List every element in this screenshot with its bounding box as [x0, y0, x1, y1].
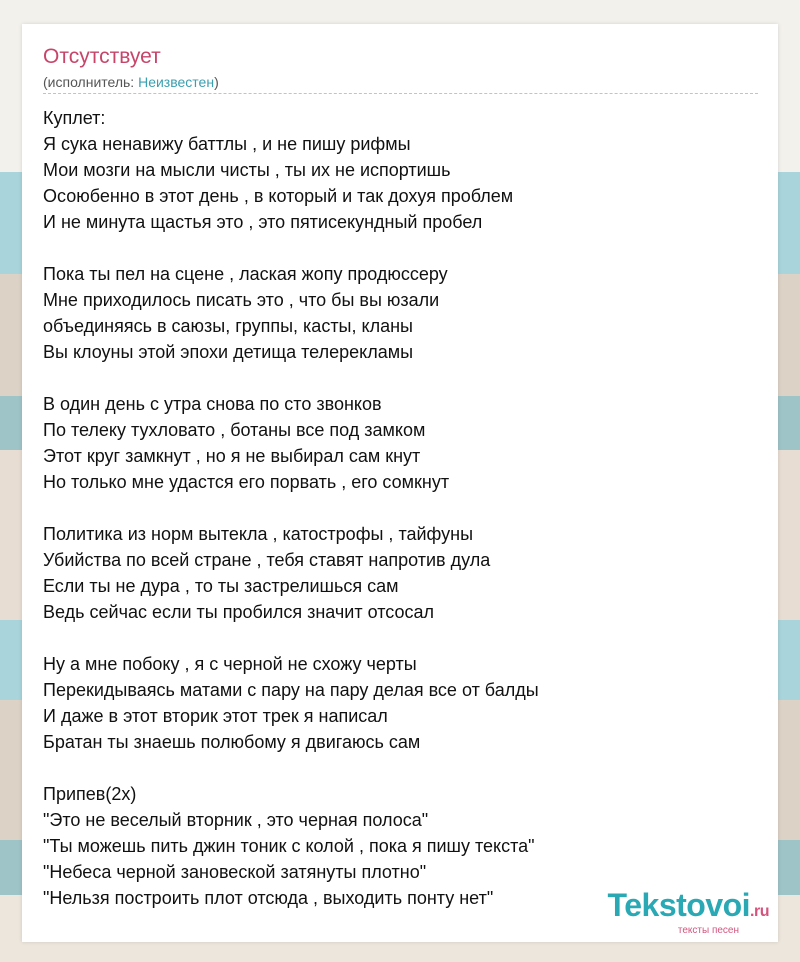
lyric-line: Куплет: [43, 108, 106, 128]
lyric-line: Этот круг замкнут , но я не выбирал сам кнут [43, 446, 421, 466]
lyric-line: "Небеса черной зановеской затянуты плотно" [43, 862, 427, 882]
lyrics-text [43, 105, 763, 911]
site-logo[interactable] [608, 888, 769, 936]
lyric-line: Ну а мне побоку , я с черной не схожу черты [43, 654, 417, 674]
lyric-line: Мои мозги на мысли чисты , ты их не испортишь [43, 160, 451, 180]
lyric-line: Перекидываясь матами с пару на пару делая все от балды [43, 680, 539, 700]
song-title: Отсутствует [43, 45, 161, 68]
lyric-line: И не минута щастья это , это пятисекундный пробел [43, 212, 483, 232]
lyric-line [43, 495, 763, 521]
logo-name: Tekstovoi [607, 887, 751, 923]
lyric-line: Припев(2х) [43, 784, 137, 804]
logo-wordmark [608, 888, 769, 929]
lyric-line: По телеку тухловато , ботаны все под замком [43, 420, 426, 440]
lyric-line: Ведь сейчас если ты пробился значит отсосал [43, 602, 434, 622]
lyric-line [43, 625, 763, 651]
lyric-line: Убийства по всей стране , тебя ставят напротив дула [43, 550, 491, 570]
lyric-line: Пока ты пел на сцене , лаская жопу продюссеру [43, 264, 448, 284]
artist-link[interactable]: Неизвестен [138, 74, 215, 90]
logo-tld: .ru [750, 903, 769, 920]
lyric-line: Братан ты знаешь полюбому я двигаюсь сам [43, 732, 421, 752]
artist-line [43, 73, 219, 91]
lyric-line: Политика из норм вытекла , катострофы , тайфуны [43, 524, 474, 544]
lyric-line: "Ты можешь пить джин тоник с колой , пока я пишу текста" [43, 836, 535, 856]
lyrics-card [22, 24, 778, 942]
lyric-line: "Нельзя построить плот отсюда , выходить понту нет" [43, 888, 494, 908]
lyric-line: Но только мне удастся его порвать , его сомкнут [43, 472, 450, 492]
lyric-line: объединяясь в саюзы, группы, касты, кланы [43, 316, 413, 336]
lyric-line: Вы клоуны этой эпохи детища телерекламы [43, 342, 414, 362]
lyric-line: Я сука ненавижу баттлы , и не пишу рифмы [43, 134, 411, 154]
lyric-line: В один день с утра снова по сто звонков [43, 394, 382, 414]
lyric-line: "Это не веселый вторник , это черная полоса" [43, 810, 429, 830]
artist-suffix: ) [214, 74, 219, 90]
divider [43, 93, 758, 94]
lyric-line [43, 755, 763, 781]
artist-prefix: (исполнитель: [43, 74, 139, 90]
lyric-line: Если ты не дура , то ты застрелишься сам [43, 576, 399, 596]
lyric-line: Осоюбенно в этот день , в который и так дохуя проблем [43, 186, 514, 206]
logo-tagline: тексты песен [677, 925, 739, 936]
lyric-line [43, 365, 763, 391]
lyric-line: И даже в этот вторик этот трек я написал [43, 706, 388, 726]
lyric-line [43, 235, 763, 261]
lyric-line: Мне приходилось писать это , что бы вы юзали [43, 290, 440, 310]
